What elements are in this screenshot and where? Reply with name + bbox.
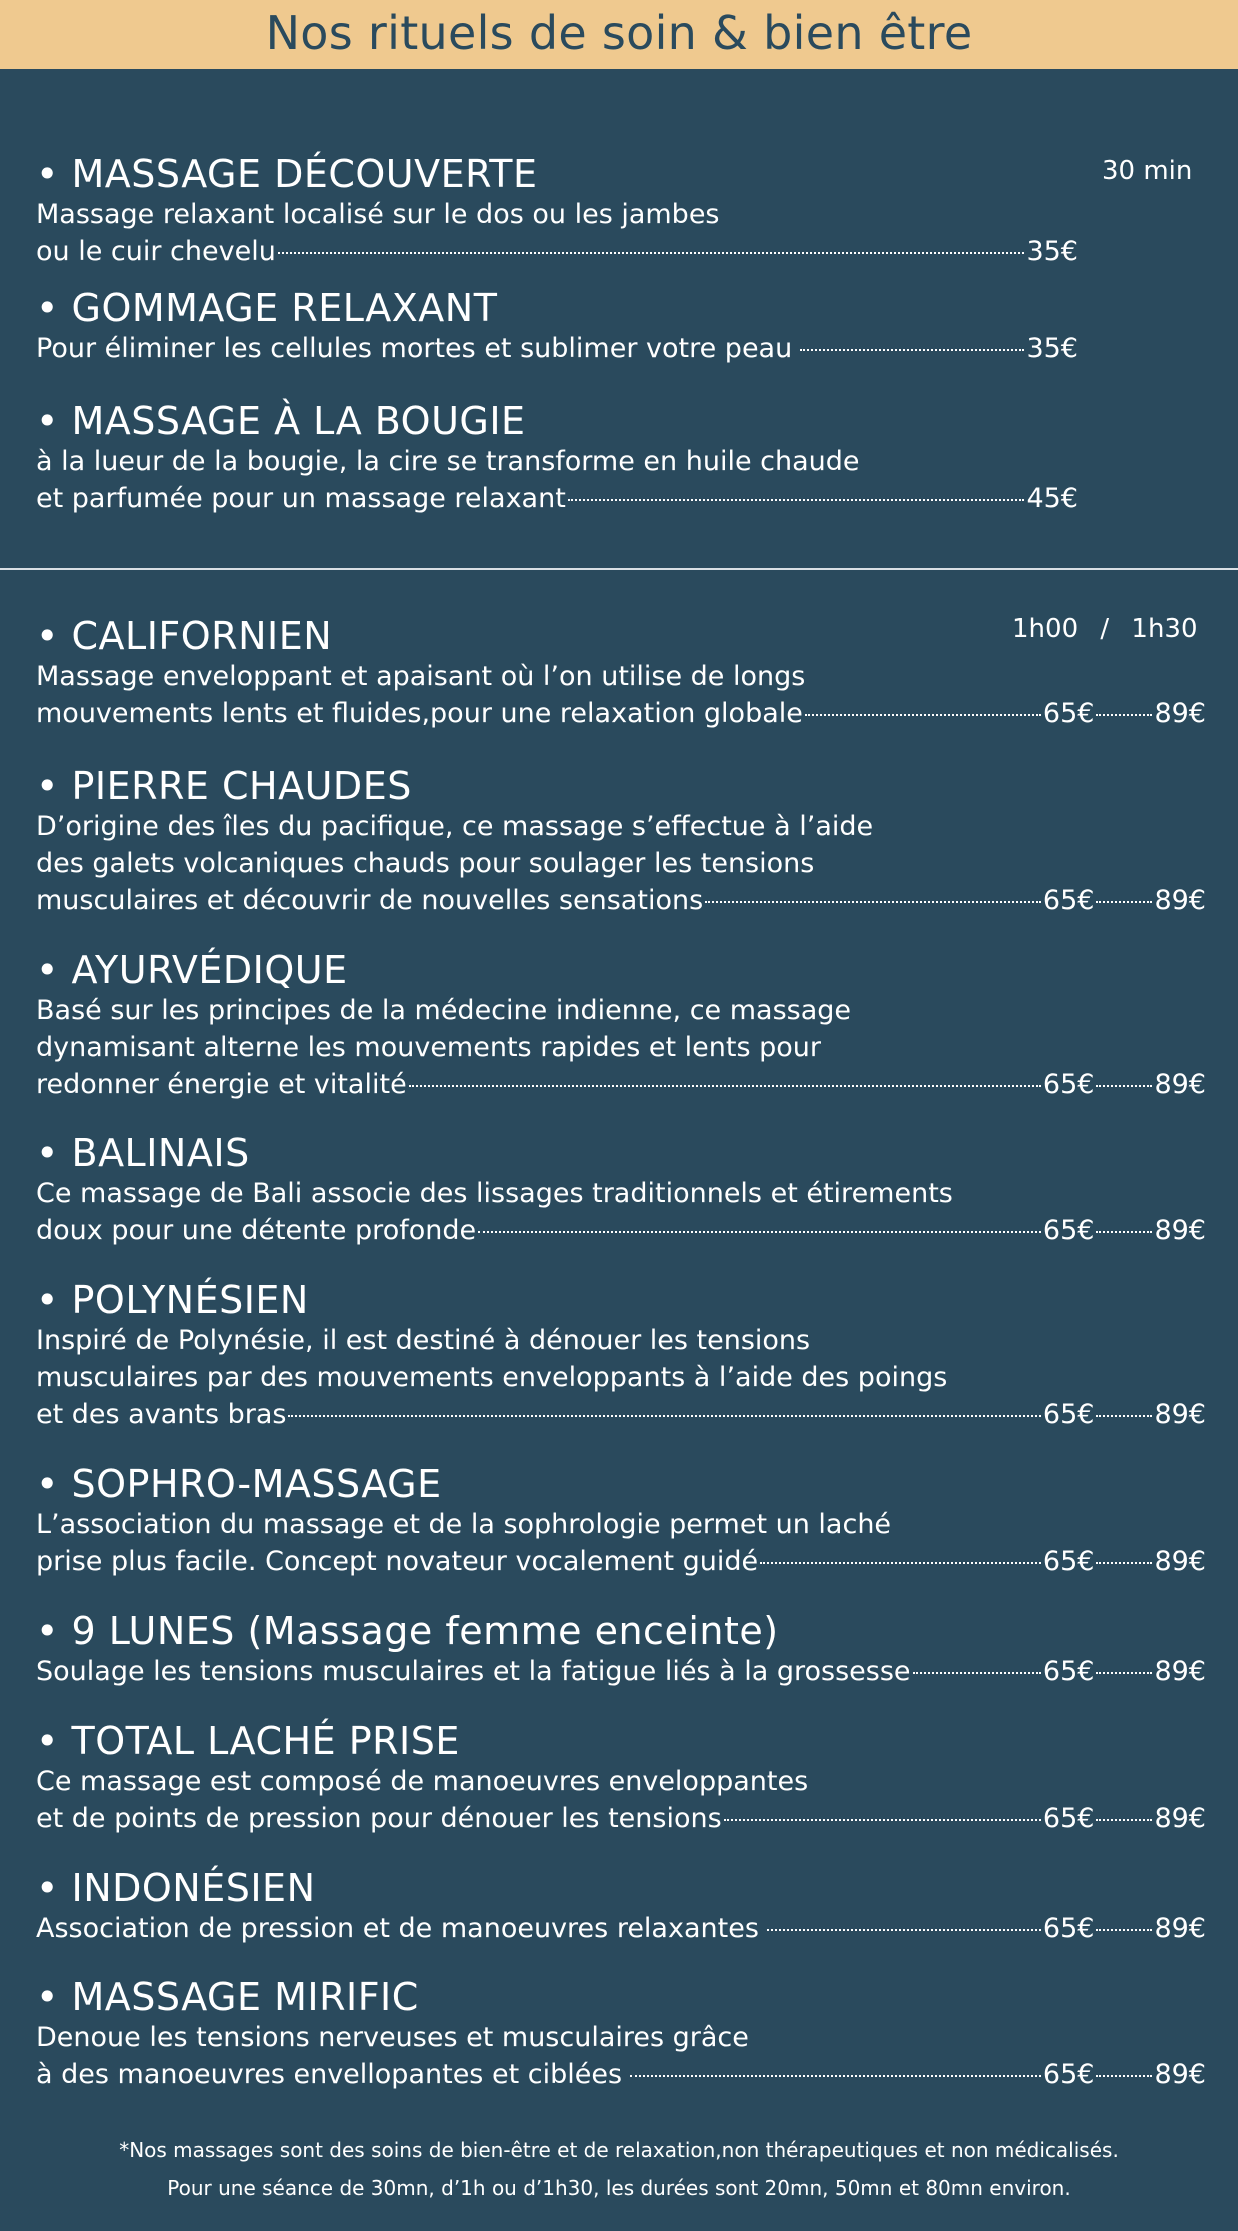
price-1h00: 65€ (1042, 1913, 1095, 1944)
service-price-line (36, 1396, 1206, 1433)
service-title: • MASSAGE DÉCOUVERTE (36, 152, 538, 196)
dot-leader (1096, 1231, 1152, 1233)
dot-leader (568, 499, 1025, 501)
price-1h30: 89€ (1154, 1546, 1206, 1577)
duration-separator: / (1100, 614, 1110, 644)
service-description: Pour éliminer les cellules mortes et sublimer votre peau (36, 333, 793, 364)
price-1h30: 89€ (1154, 885, 1206, 916)
service-title: • BALINAIS (36, 1131, 250, 1175)
dot-leader (800, 349, 1024, 351)
service-item (36, 1462, 1206, 1580)
service-price-line (36, 1653, 1206, 1690)
dot-leader (1096, 1085, 1152, 1087)
dot-leader (1096, 1415, 1152, 1417)
service-item (36, 1609, 1206, 1690)
service-price-line (36, 1800, 1206, 1837)
price: 35€ (1026, 236, 1078, 267)
service-price-line (36, 1543, 1206, 1580)
service-description: Basé sur les principes de la médecine indienne, ce massage (36, 995, 852, 1026)
service-description: dynamisant alterne les mouvements rapides et lents pour (36, 1032, 821, 1063)
duration-1h00: 1h00 (1012, 614, 1079, 644)
service-item (36, 399, 1078, 517)
service-description: et parfumée pour un massage relaxant (36, 483, 566, 514)
footer-duration-note: Pour une séance de 30mn, d’1h ou d’1h30, les durées sont 20mn, 50mn et 80mn environ. (167, 2176, 1071, 2200)
service-price-line (36, 1910, 1206, 1947)
dot-leader (1096, 714, 1152, 716)
dot-leader (1096, 901, 1152, 903)
service-price-line (36, 480, 1078, 517)
price-1h00: 65€ (1042, 1215, 1095, 1246)
service-title: • PIERRE CHAUDES (36, 764, 412, 808)
service-price-line (36, 1066, 1206, 1103)
service-description: à la lueur de la bougie, la cire se transforme en huile chaude (36, 446, 860, 477)
duration-1h30: 1h30 (1131, 614, 1198, 644)
price: 35€ (1026, 333, 1078, 364)
service-title: • MASSAGE À LA BOUGIE (36, 399, 526, 443)
service-description: Denoue les tensions nerveuses et musculaires grâce (36, 2022, 749, 2053)
service-item (36, 948, 1206, 1103)
service-description: ou le cuir chevelu (36, 236, 276, 267)
service-description: doux pour une détente profonde (36, 1215, 477, 1246)
dot-leader (760, 1562, 1041, 1564)
dot-leader (1096, 2075, 1152, 2077)
price-1h00: 65€ (1042, 1546, 1095, 1577)
service-price-line (36, 1212, 1206, 1249)
service-description: à des manoeuvres envellopantes et ciblées (36, 2059, 623, 2090)
dot-leader (913, 1672, 1041, 1674)
service-description: Association de pression et de manoeuvres relaxantes (36, 1913, 759, 1944)
section-divider (0, 568, 1238, 570)
service-description: des galets volcaniques chauds pour soulager les tensions (36, 848, 815, 879)
service-description: prise plus facile. Concept novateur vocalement guidé (36, 1546, 759, 1577)
header-banner (0, 0, 1238, 69)
service-description: Ce massage est composé de manoeuvres enveloppantes (36, 1766, 809, 1797)
service-item (36, 1719, 1206, 1837)
service-description: et des avants bras (36, 1399, 287, 1430)
page-title: Nos rituels de soin & bien être (265, 6, 973, 60)
price-1h00: 65€ (1042, 1803, 1095, 1834)
service-title: • GOMMAGE RELAXANT (36, 286, 498, 330)
footer-disclaimer: *Nos massages sont des soins de bien-être et de relaxation,non thérapeutiques et non médicalisés. (119, 2138, 1119, 2162)
service-title: • CALIFORNIEN (36, 614, 333, 658)
dot-leader (805, 714, 1041, 716)
dot-leader (767, 1929, 1041, 1931)
dot-leader (1096, 1929, 1152, 1931)
service-price-line (36, 695, 1206, 732)
dot-leader (288, 1415, 1040, 1417)
service-title: • INDONÉSIEN (36, 1866, 316, 1910)
service-description: Massage enveloppant et apaisant où l’on utilise de longs (36, 661, 806, 692)
price-1h00: 65€ (1042, 2059, 1095, 2090)
dot-leader (1096, 1672, 1152, 1674)
service-description: Soulage les tensions musculaires et la fatigue liés à la grossesse (36, 1656, 911, 1687)
service-title: • MASSAGE MIRIFIC (36, 1975, 419, 2019)
price: 45€ (1026, 483, 1078, 514)
dot-leader (409, 1085, 1041, 1087)
price-1h30: 89€ (1154, 1803, 1206, 1834)
service-price-line (36, 882, 1206, 919)
service-price-line (36, 330, 1078, 367)
price-1h00: 65€ (1042, 1069, 1095, 1100)
price-1h30: 89€ (1154, 1399, 1206, 1430)
service-item (36, 1866, 1206, 1947)
dot-leader (630, 2075, 1041, 2077)
price-1h00: 65€ (1042, 1399, 1095, 1430)
service-item (36, 286, 1078, 367)
service-description: Inspiré de Polynésie, il est destiné à dénouer les tensions (36, 1325, 811, 1356)
service-description: D’origine des îles du pacifique, ce massage s’effectue à l’aide (36, 811, 874, 842)
dot-leader (705, 901, 1041, 903)
service-item (36, 1975, 1206, 2093)
dot-leader (278, 252, 1025, 254)
duration-label-30min: 30 min (1102, 156, 1193, 186)
dot-leader (1096, 1819, 1152, 1821)
service-item (36, 1278, 1206, 1433)
service-description: Ce massage de Bali associe des lissages traditionnels et étirements (36, 1178, 953, 1209)
service-description: musculaires et découvrir de nouvelles sensations (36, 885, 704, 916)
service-item (36, 1131, 1206, 1249)
service-title: • 9 LUNES (Massage femme enceinte) (36, 1609, 779, 1653)
service-title: • AYURVÉDIQUE (36, 948, 348, 992)
price-1h30: 89€ (1154, 1215, 1206, 1246)
service-title: • POLYNÉSIEN (36, 1278, 309, 1322)
dot-leader (1096, 1562, 1152, 1564)
service-price-line (36, 2056, 1206, 2093)
dot-leader (724, 1819, 1041, 1821)
service-description: musculaires par des mouvements enveloppants à l’aide des poings (36, 1362, 948, 1393)
service-description: redonner énergie et vitalité (36, 1069, 407, 1100)
service-description: L’association du massage et de la sophrologie permet un laché (36, 1509, 892, 1540)
service-item (36, 152, 1078, 270)
service-title: • TOTAL LACHÉ PRISE (36, 1719, 460, 1763)
service-price-line (36, 233, 1078, 270)
service-item (36, 764, 1206, 919)
price-1h30: 89€ (1154, 698, 1206, 729)
price-1h30: 89€ (1154, 2059, 1206, 2090)
service-description: et de points de pression pour dénouer les tensions (36, 1803, 722, 1834)
price-1h30: 89€ (1154, 1656, 1206, 1687)
service-description: Massage relaxant localisé sur le dos ou les jambes (36, 199, 720, 230)
price-1h30: 89€ (1154, 1069, 1206, 1100)
dot-leader (478, 1231, 1041, 1233)
price-1h00: 65€ (1042, 885, 1095, 916)
service-item (36, 614, 1206, 732)
price-1h00: 65€ (1042, 1656, 1095, 1687)
price-1h30: 89€ (1154, 1913, 1206, 1944)
service-description: mouvements lents et fluides,pour une relaxation globale (36, 698, 803, 729)
service-title: • SOPHRO-MASSAGE (36, 1462, 442, 1506)
price-1h00: 65€ (1042, 698, 1095, 729)
